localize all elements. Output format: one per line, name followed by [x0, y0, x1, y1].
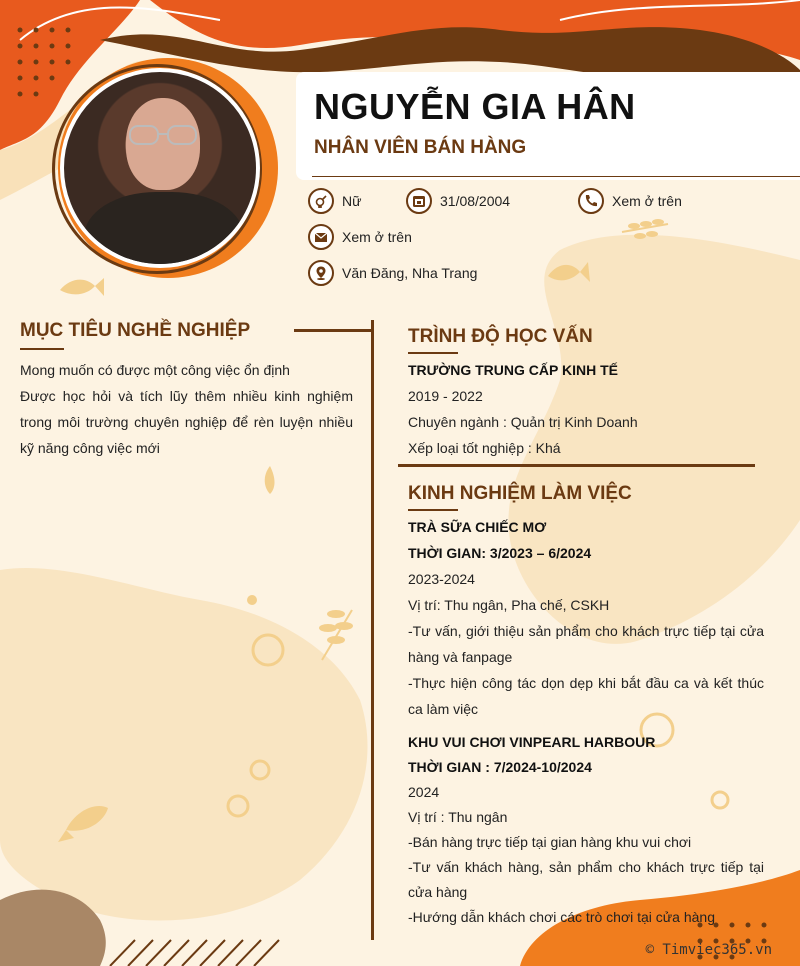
contact-phone — [578, 188, 682, 214]
gender-icon — [308, 188, 334, 214]
job-position: Vị trí: Thu ngân, Pha chế, CSKH — [408, 597, 610, 613]
contact-email — [308, 224, 412, 250]
job-company: KHU VUI CHƠI VINPEARL HARBOUR — [408, 734, 656, 750]
objective-text — [20, 357, 353, 461]
job-duty: -Bán hàng trực tiếp tại gian hàng khu vui chơi — [408, 834, 692, 850]
education-grade: Xếp loại tốt nghiệp : Khá — [408, 440, 561, 456]
experience-title-underline — [408, 509, 458, 511]
objective-line-1: Mong muốn có được một công việc ổn định — [20, 362, 290, 378]
education-period: 2019 - 2022 — [408, 388, 483, 404]
objective-title-underline — [20, 348, 64, 350]
job-duty: -Thực hiện công tác dọn dẹp khi bắt đầu ca và kết thúc ca làm việc — [408, 675, 764, 717]
gender-value: Nữ — [342, 193, 362, 209]
education-major: Chuyên ngành : Quản trị Kinh Doanh — [408, 414, 638, 430]
contact-birthday — [406, 188, 510, 214]
column-divider — [371, 320, 374, 940]
objective-line-2: Được học hỏi và tích lũy thêm nhiều kinh nghiệm trong môi trường chuyên nghiệp để rèn luyện nhiều kỹ năng công việc mới — [20, 388, 353, 456]
phone-value: Xem ở trên — [612, 193, 682, 209]
job-time: THỜI GIAN: 3/2023 – 6/2024 — [408, 545, 592, 561]
job-company: TRÀ SỮA CHIẾC MƠ — [408, 519, 547, 535]
header-divider — [312, 176, 800, 177]
phone-icon — [578, 188, 604, 214]
profile-photo-frame — [48, 58, 288, 278]
email-value: Xem ở trên — [342, 229, 412, 245]
calendar-icon — [406, 188, 432, 214]
education-title: TRÌNH ĐỘ HỌC VẤN — [408, 326, 593, 347]
job-year: 2024 — [408, 784, 440, 800]
address-value: Văn Đăng, Nha Trang — [342, 265, 478, 281]
job-duty: -Tư vấn, giới thiệu sản phẩm cho khách trực tiếp tại cửa hàng và fanpage — [408, 623, 764, 665]
birthday-value: 31/08/2004 — [440, 193, 511, 209]
experience-job-1 — [408, 514, 764, 722]
job-title: NHÂN VIÊN BÁN HÀNG — [314, 137, 527, 158]
job-time: THỜI GIAN : 7/2024-10/2024 — [408, 759, 592, 775]
job-year: 2023-2024 — [408, 571, 475, 587]
education-divider — [398, 464, 755, 467]
job-duty: -Hướng dẫn khách chơi các trò chơi tại cửa hàng — [408, 909, 715, 925]
candidate-name: NGUYỄN GIA HÂN — [314, 86, 636, 127]
objective-title: MỤC TIÊU NGHỀ NGHIỆP — [20, 320, 251, 341]
contact-address — [308, 260, 477, 286]
job-duty: -Tư vấn khách hàng, sản phẩm cho khách trực tiếp tại cửa hàng — [408, 859, 764, 900]
location-icon — [308, 260, 334, 286]
avatar — [60, 68, 260, 268]
experience-title: KINH NGHIỆM LÀM VIỆC — [408, 483, 632, 504]
mail-icon — [308, 224, 334, 250]
objective-divider — [294, 329, 374, 332]
education-title-underline — [408, 352, 458, 354]
contact-gender — [308, 188, 361, 214]
education-school: TRƯỜNG TRUNG CẤP KINH TẾ — [408, 362, 618, 378]
experience-job-2 — [408, 730, 764, 930]
education-details — [408, 357, 768, 461]
copyright-text: © Timviec365.vn — [645, 942, 772, 958]
job-position: Vị trí : Thu ngân — [408, 809, 508, 825]
